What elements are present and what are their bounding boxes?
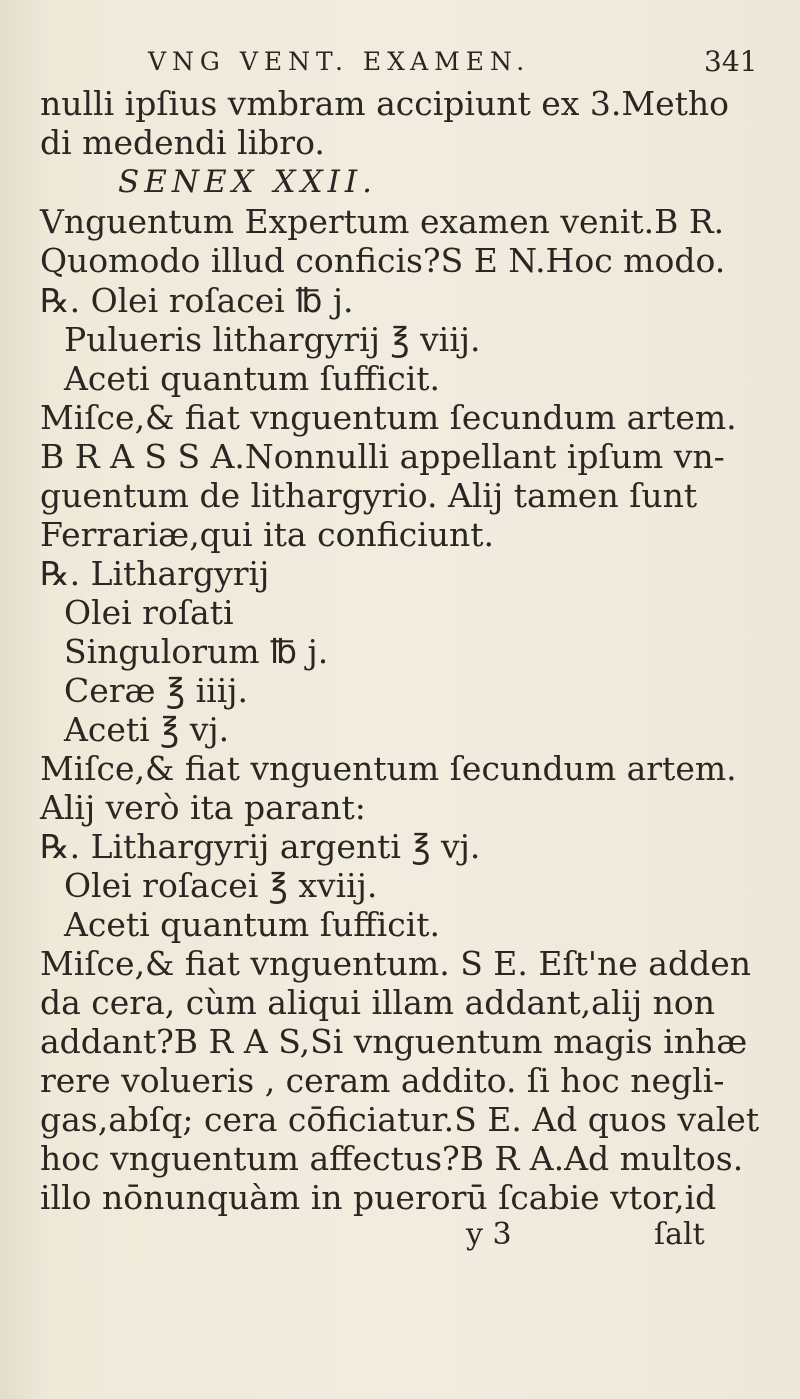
recipe-line: Aceti quantum ſufficit. bbox=[64, 905, 441, 944]
recipe-line: Aceti ℥ vj. bbox=[64, 710, 230, 749]
recipe-line: ℞. Olei roſacei ℔ j. bbox=[40, 281, 354, 320]
recipe-line: Aceti quantum ſufficit. bbox=[64, 359, 441, 398]
recipe-line: Ceræ ℥ iiij. bbox=[64, 671, 248, 710]
text-line: gas,abſq; cera cōficiatur.S E. Ad quos valet bbox=[40, 1100, 760, 1139]
recipe-line: Olei roſacei ℥ xviij. bbox=[64, 866, 378, 905]
recipe-line: Pulueris lithargyrij ℥ viij. bbox=[64, 320, 481, 359]
text-line: Miſce,& fiat vnguentum ſecundum artem. bbox=[40, 398, 737, 437]
text-line: di medendi libro. bbox=[40, 123, 325, 162]
text-line: Ferrariæ,qui ita conficiunt. bbox=[40, 515, 494, 554]
text-line: illo nōnunquàm in puerorū ſcabie vtor,id bbox=[40, 1178, 717, 1217]
catchword: ſalt bbox=[654, 1217, 705, 1252]
page-number: 341 bbox=[704, 45, 758, 78]
text-line: rere volueris , ceram addito. ſi hoc negli- bbox=[40, 1061, 725, 1100]
text-line: Alij verò ita parant: bbox=[40, 788, 366, 827]
text-line: hoc vnguentum affectus?B R A.Ad multos. bbox=[40, 1139, 744, 1178]
text-line: Quomodo illud conficis?S E N.Hoc modo. bbox=[40, 241, 726, 280]
page-header bbox=[0, 44, 800, 80]
recipe-line: ℞. Lithargyrij argenti ℥ vj. bbox=[40, 827, 481, 866]
page-footer bbox=[0, 1217, 800, 1255]
text-line: Vnguentum Expertum examen venit.B R. bbox=[40, 202, 725, 241]
recipe-line: Olei roſati bbox=[64, 593, 234, 632]
recipe-line: ℞. Lithargyrij bbox=[40, 554, 270, 593]
section-heading: SENEX XXII. bbox=[118, 164, 378, 200]
text-line: nulli ipſius vmbram accipiunt ex 3.Metho bbox=[40, 84, 730, 123]
text-line: Miſce,& fiat vnguentum. S E. Eſt'ne adden bbox=[40, 944, 751, 983]
text-line: addant?B R A S,Si vnguentum magis inhæ bbox=[40, 1022, 748, 1061]
text-line: guentum de lithargyrio. Alij tamen ſunt bbox=[40, 476, 698, 515]
text-line: Miſce,& fiat vnguentum ſecundum artem. bbox=[40, 749, 737, 788]
signature-mark: y 3 bbox=[466, 1217, 512, 1252]
text-line: B R A S S A.Nonnulli appellant ipſum vn- bbox=[40, 437, 725, 476]
text-line: da cera, cùm aliqui illam addant,alij non bbox=[40, 983, 716, 1022]
running-title: VNG VENT. EXAMEN. bbox=[148, 47, 531, 76]
recipe-line: Singulorum ℔ j. bbox=[64, 632, 329, 671]
